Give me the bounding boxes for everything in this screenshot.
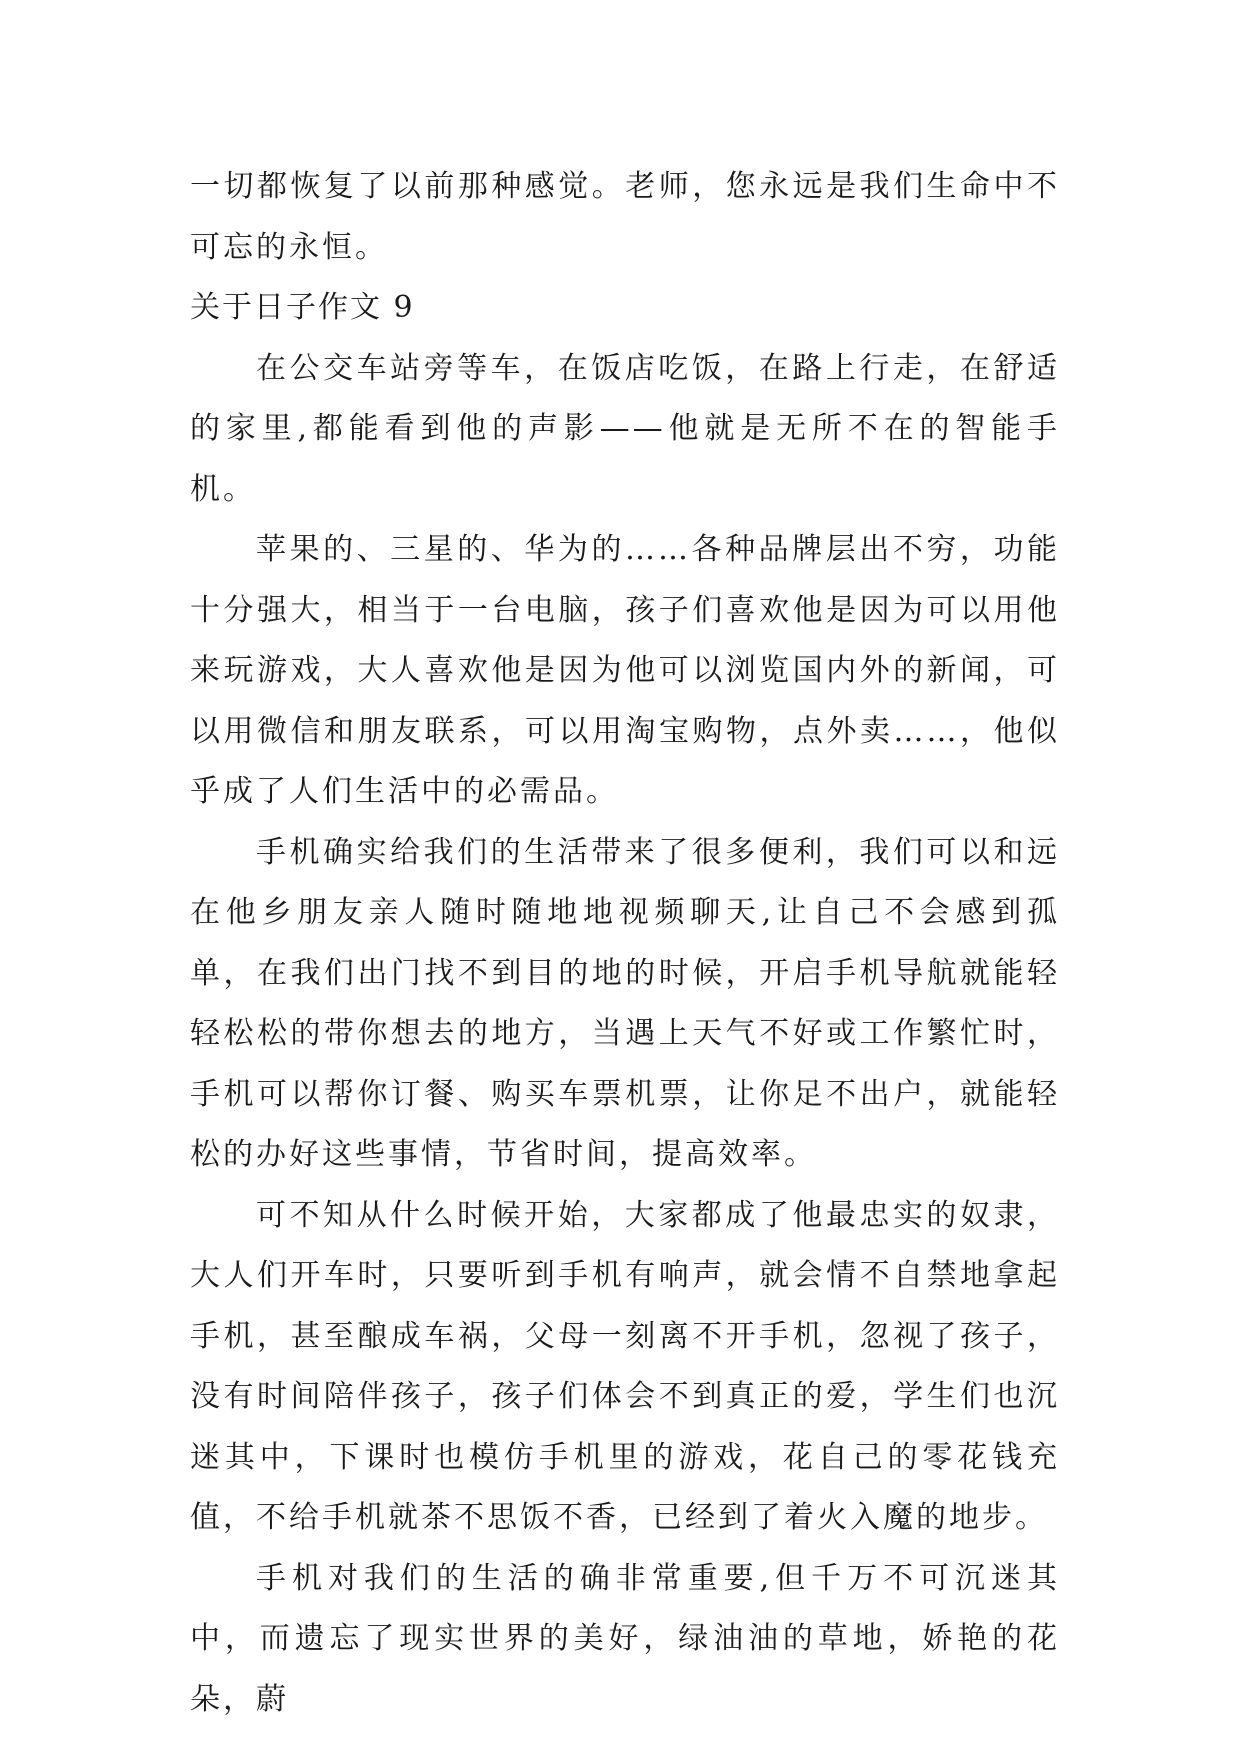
paragraph: 苹果的、三星的、华为的……各种品牌层出不穷，功能十分强大，相当于一台电脑，孩子们喜欢他是因为可以用他来玩游戏，大人喜欢他是因为他可以浏览国内外的新闻，可以用微信和朋友联系，可以用淘宝购物，点外卖……，他似乎成了人们生活中的必需品。 bbox=[190, 532, 1060, 809]
paragraph: 手机确实给我们的生活带来了很多便利，我们可以和远在他乡朋友亲人随时随地地视频聊天,让自己不会感到孤单，在我们出门找不到目的地的时候，开启手机导航就能轻轻松松的带你想去的地方，当遇上天气不好或工作繁忙时，手机可以帮你订餐、购买车票机票，让你足不出户，就能轻松的办好这些事情，节省时间，提高效率。 bbox=[190, 834, 1060, 1172]
essay-title: 关于日子作文 9 bbox=[190, 290, 415, 325]
paragraph: 在公交车站旁等车，在饭店吃饭，在路上行走，在舒适的家里,都能看到他的声影——他就是无所不在的智能手机。 bbox=[190, 350, 1060, 507]
document-body bbox=[190, 157, 1060, 1730]
paragraph: 手机对我们的生活的确非常重要,但千万不可沉迷其中，而遗忘了现实世界的美好，绿油油的草地，娇艳的花朵，蔚 bbox=[190, 1560, 1060, 1717]
paragraph-continuation: 一切都恢复了以前那种感觉。老师，您永远是我们生命中不可忘的永恒。 bbox=[190, 169, 1060, 265]
paragraph: 可不知从什么时候开始，大家都成了他最忠实的奴隶，大人们开车时，只要听到手机有响声，就会情不自禁地拿起手机，甚至酿成车祸，父母一刻离不开手机，忽视了孩子，没有时间陪伴孩子，孩子们体会不到真正的爱，学生们也沉迷其中，下课时也模仿手机里的游戏，花自己的零花钱充值，不给手机就茶不思饭不香，已经到了着火入魔的地步。 bbox=[190, 1197, 1060, 1535]
